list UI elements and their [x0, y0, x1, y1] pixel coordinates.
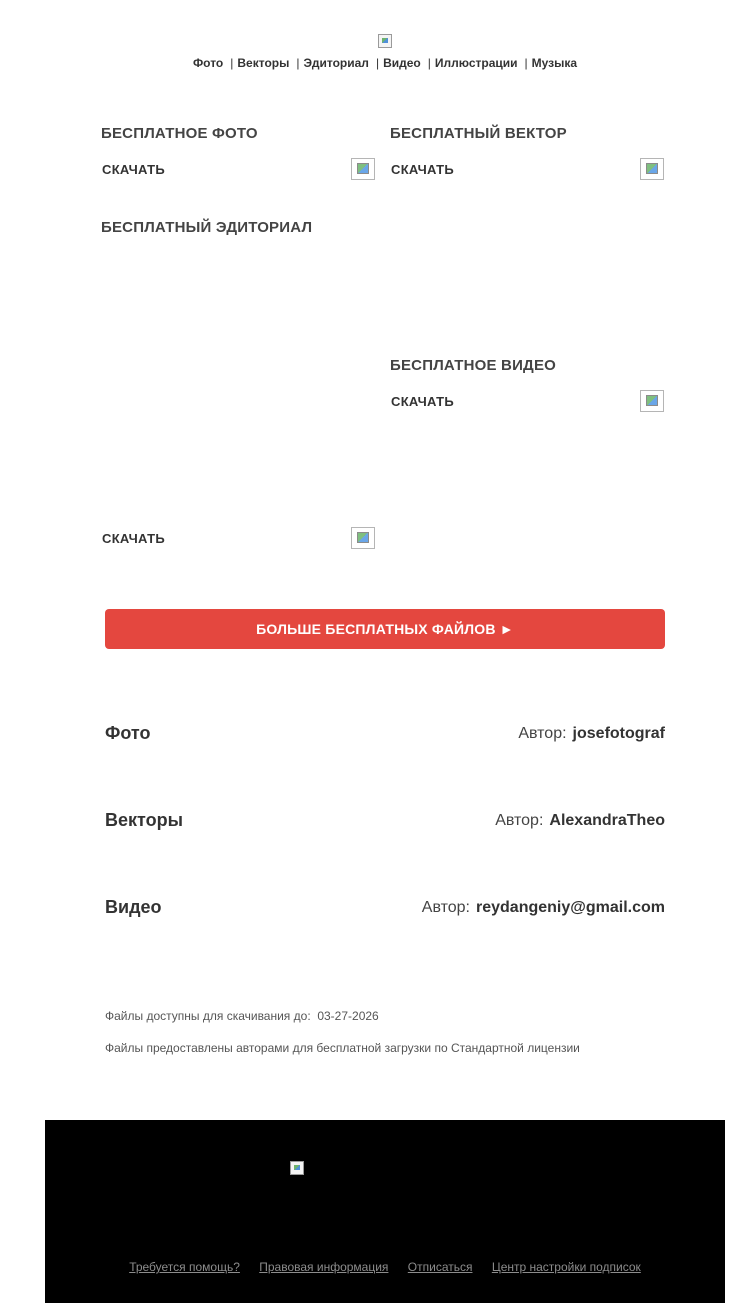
nav-photo-link[interactable]: Фото — [192, 56, 224, 70]
author-label: Автор: — [421, 899, 470, 916]
free-photo-title: БЕСПЛАТНОЕ ФОТО — [101, 125, 258, 142]
footer-logo-image — [290, 1161, 304, 1175]
author-label: Автор: — [495, 812, 544, 829]
free-editorial-download-link[interactable]: СКАЧАТЬ — [102, 531, 165, 546]
nav-vectors-link[interactable]: Векторы — [237, 56, 290, 70]
more-free-files-button[interactable]: БОЛЬШЕ БЕСПЛАТНЫХ ФАЙЛОВ ► — [105, 609, 665, 649]
legal-link[interactable]: Правовая информация — [259, 1260, 389, 1274]
free-video-download-link[interactable]: СКАЧАТЬ — [391, 394, 454, 409]
nav-music-link[interactable]: Музыка — [531, 56, 578, 70]
author-name[interactable]: josefotograf — [572, 725, 665, 742]
availability-date: 03-27-2026 — [317, 1009, 379, 1023]
nav-editorial-link[interactable]: Эдиториал — [303, 56, 369, 70]
author-name[interactable]: AlexandraTheo — [549, 812, 665, 829]
free-video-download-icon[interactable] — [640, 390, 664, 412]
free-photo-download-link[interactable]: СКАЧАТЬ — [102, 162, 165, 177]
unsubscribe-link[interactable]: Отписаться — [407, 1260, 473, 1274]
credit-type-video: Видео — [105, 897, 162, 917]
nav-illustrations-link[interactable]: Иллюстрации — [434, 56, 518, 70]
free-photo-download-icon[interactable] — [351, 158, 375, 180]
credit-type-vectors: Векторы — [105, 810, 183, 830]
free-editorial-download-icon[interactable] — [351, 527, 375, 549]
footer-links — [45, 1260, 725, 1274]
free-vector-title: БЕСПЛАТНЫЙ ВЕКТОР — [390, 125, 567, 142]
credit-author-video — [422, 899, 665, 917]
author-name[interactable]: reydangeniy@gmail.com — [476, 899, 665, 916]
footer — [45, 1120, 725, 1303]
free-video-title: БЕСПЛАТНОЕ ВИДЕО — [390, 357, 557, 374]
availability-label: Файлы доступны для скачивания до: — [105, 1009, 311, 1023]
license-note: Файлы предоставлены авторами для бесплатной загрузки по Стандартной лицензии — [105, 1041, 580, 1055]
credit-type-photo: Фото — [105, 723, 151, 743]
credit-author-vectors — [495, 812, 665, 830]
nav-video-link[interactable]: Видео — [383, 56, 421, 70]
free-editorial-title: БЕСПЛАТНЫЙ ЭДИТОРИАЛ — [101, 219, 313, 236]
category-nav: Фото | Векторы | Эдиториал | Видео | Иллюстрации | Музыка — [192, 56, 578, 70]
author-label: Автор: — [518, 725, 567, 742]
credit-author-photo — [518, 725, 665, 743]
logo-image — [378, 34, 392, 48]
availability-note — [105, 1009, 379, 1023]
subscription-center-link[interactable]: Центр настройки подписок — [491, 1260, 641, 1274]
free-vector-download-icon[interactable] — [640, 158, 664, 180]
help-link[interactable]: Требуется помощь? — [129, 1260, 240, 1274]
free-vector-download-link[interactable]: СКАЧАТЬ — [391, 162, 454, 177]
